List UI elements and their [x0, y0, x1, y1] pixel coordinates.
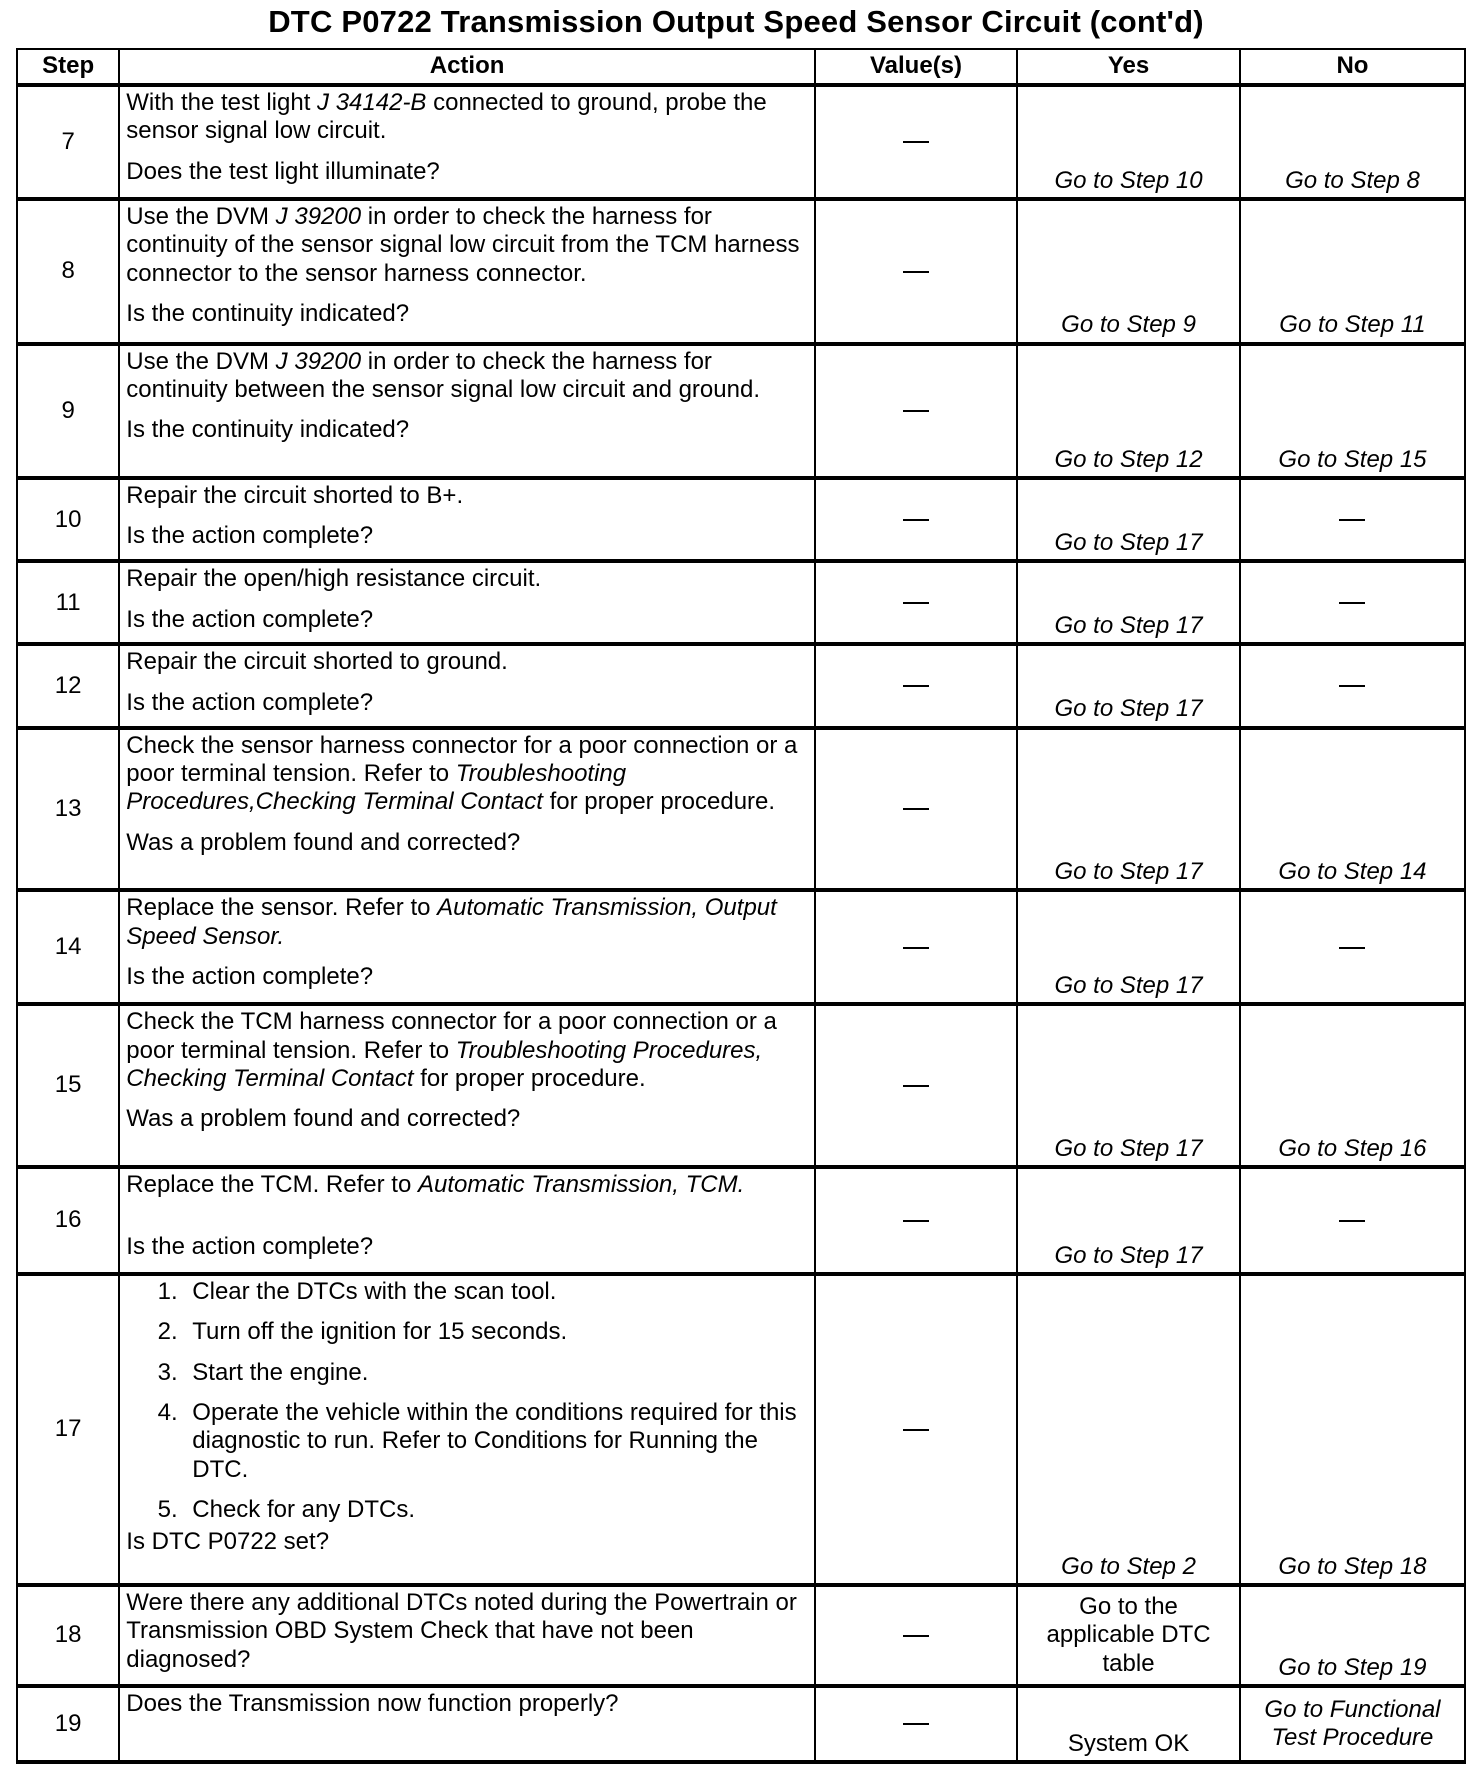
tool-reference: J 39200 [275, 347, 362, 375]
yes-cell: Go to Step 17 [1017, 728, 1240, 891]
action-text: Repair the circuit shorted to B+. [126, 482, 464, 510]
action-text: Use the DVM [126, 347, 276, 375]
table-row [17, 1274, 1465, 1585]
action-question: Is the action complete? [126, 605, 374, 633]
table-row [17, 478, 1465, 561]
dash-mark [1339, 1220, 1365, 1222]
no-cell [1240, 644, 1465, 727]
dash-mark [903, 1635, 929, 1637]
action-cell [119, 1004, 815, 1167]
procedure-list [126, 1278, 808, 1524]
dash-mark [903, 685, 929, 687]
value-cell [815, 1167, 1017, 1274]
action-text: With the test light [126, 89, 318, 116]
procedure-step: 5. Check for any DTCs. [184, 1496, 808, 1524]
yes-cell: Go to Step 10 [1017, 85, 1240, 199]
no-cell [1240, 478, 1465, 561]
step-number: 18 [17, 1585, 119, 1686]
action-cell [119, 199, 815, 344]
dash-mark [1339, 685, 1365, 687]
action-text: Does the Transmission now function properly? [126, 1689, 619, 1717]
no-cell [1240, 1167, 1465, 1274]
dash-mark [903, 602, 929, 604]
no-cell: Go to Step 14 [1240, 728, 1465, 891]
dash-mark [1339, 947, 1365, 949]
dash-mark [1339, 602, 1365, 604]
dash-mark [903, 1429, 929, 1431]
step-number: 14 [17, 890, 119, 1004]
no-cell: Go to Step 16 [1240, 1004, 1465, 1167]
no-cell: Go to Step 11 [1240, 199, 1465, 344]
action-cell [119, 478, 815, 561]
step-number: 15 [17, 1004, 119, 1167]
step-number: 16 [17, 1167, 119, 1274]
action-question: Is the continuity indicated? [126, 299, 410, 327]
procedure-reference: Troubleshooting Procedures,Checking Terminal Contact [126, 759, 627, 816]
dash-mark [903, 141, 929, 143]
action-question: Is the continuity indicated? [126, 416, 410, 444]
dash-mark [903, 519, 929, 521]
action-cell [119, 1686, 815, 1762]
action-text: in order to check the harness for continuity of the sensor signal low circuit from the TCM harness connector to the sensor harness connector. [126, 202, 800, 287]
value-cell [815, 561, 1017, 644]
header-step: Step [17, 49, 119, 85]
dash-mark [903, 1085, 929, 1087]
action-question: Is the action complete? [126, 1233, 374, 1261]
yes-cell: Go to Step 2 [1017, 1274, 1240, 1585]
action-question: Is DTC P0722 set? [126, 1528, 330, 1556]
action-cell [119, 85, 815, 199]
step-number: 17 [17, 1274, 119, 1585]
procedure-reference: Functional Test Procedure [1271, 1695, 1441, 1751]
value-cell [815, 344, 1017, 479]
yes-cell: Go to Step 17 [1017, 478, 1240, 561]
page-title: DTC P0722 Transmission Output Speed Sensor Circuit (cont'd) [268, 4, 1204, 39]
dash-mark [1339, 519, 1365, 521]
header-yes: Yes [1017, 49, 1240, 85]
tool-reference: J 34142-B [317, 89, 427, 116]
action-text: in order to check the harness for continuity between the sensor signal low circuit and ground. [126, 347, 760, 403]
diagnostic-table [16, 48, 1466, 1764]
table-row [17, 85, 1465, 199]
value-cell [815, 1004, 1017, 1167]
table-row [17, 1585, 1465, 1686]
action-text: Repair the open/high resistance circuit. [126, 565, 542, 593]
yes-cell: System OK [1017, 1686, 1240, 1762]
procedure-step: 1. Clear the DTCs with the scan tool. [184, 1278, 808, 1306]
dash-mark [903, 808, 929, 810]
header-no: No [1240, 49, 1465, 85]
no-cell-text: Go to [1264, 1695, 1330, 1723]
procedure-reference: Troubleshooting Procedures, Checking Terminal Contact [126, 1036, 763, 1092]
no-cell: Go to Step 18 [1240, 1274, 1465, 1585]
value-cell [815, 644, 1017, 727]
action-text: Check the sensor harness connector for a poor connection or a poor terminal tension. Refer to [126, 731, 798, 787]
table-row [17, 1167, 1465, 1274]
yes-cell: Go to Step 17 [1017, 644, 1240, 727]
action-cell [119, 728, 815, 891]
table-row [17, 561, 1465, 644]
action-cell [119, 1274, 815, 1585]
action-text: Replace the TCM. Refer to [126, 1171, 418, 1199]
action-cell [119, 561, 815, 644]
table-row [17, 199, 1465, 344]
yes-cell: Go to Step 17 [1017, 561, 1240, 644]
action-text: for proper procedure. [542, 788, 776, 816]
step-number: 10 [17, 478, 119, 561]
step-number: 13 [17, 728, 119, 891]
yes-cell: Go to the applicable DTC table [1017, 1585, 1240, 1686]
action-question: Was a problem found and corrected? [126, 828, 521, 856]
step-number: 9 [17, 344, 119, 479]
yes-cell: Go to Step 17 [1017, 1004, 1240, 1167]
action-question: Was a problem found and corrected? [126, 1105, 521, 1133]
table-row [17, 1004, 1465, 1167]
action-text: Check the TCM harness connector for a poor connection or a poor terminal tension. Refer to [126, 1008, 777, 1064]
action-question: Is the action complete? [126, 688, 374, 716]
table-row [17, 728, 1465, 891]
action-text: connected to ground, probe the sensor signal low circuit. [126, 89, 767, 145]
action-text: Were there any additional DTCs noted during the Powertrain or Transmission OBD System Check that have not been diagnosed? [126, 1589, 797, 1673]
no-cell: Go to Step 19 [1240, 1585, 1465, 1686]
no-cell [1240, 561, 1465, 644]
action-cell [119, 344, 815, 479]
value-cell [815, 85, 1017, 199]
step-number: 8 [17, 199, 119, 344]
yes-cell: Go to Step 12 [1017, 344, 1240, 479]
action-text: Replace the sensor. Refer to [126, 894, 438, 922]
action-cell [119, 1585, 815, 1686]
no-cell [1240, 1686, 1465, 1762]
procedure-reference: Automatic Transmission, Output Speed Sensor. [126, 894, 777, 950]
action-cell [119, 1167, 815, 1274]
dash-mark [903, 410, 929, 412]
table-row [17, 644, 1465, 727]
table-row [17, 1686, 1465, 1762]
action-cell [119, 644, 815, 727]
procedure-step: 3. Start the engine. [184, 1359, 808, 1387]
action-question: Does the test light illuminate? [126, 157, 440, 185]
value-cell [815, 890, 1017, 1004]
header-values: Value(s) [815, 49, 1017, 85]
yes-cell: Go to Step 17 [1017, 1167, 1240, 1274]
no-cell: Go to Step 8 [1240, 85, 1465, 199]
yes-cell: Go to Step 17 [1017, 890, 1240, 1004]
value-cell [815, 478, 1017, 561]
yes-cell: Go to Step 9 [1017, 199, 1240, 344]
step-number: 19 [17, 1686, 119, 1762]
dash-mark [903, 1723, 929, 1725]
header-action: Action [119, 49, 815, 85]
action-text: Use the DVM [126, 202, 276, 230]
no-cell: Go to Step 15 [1240, 344, 1465, 479]
dash-mark [903, 271, 929, 273]
action-text: Repair the circuit shorted to ground. [126, 648, 508, 676]
step-number: 7 [17, 85, 119, 199]
value-cell [815, 1686, 1017, 1762]
action-question: Is the action complete? [126, 962, 374, 990]
value-cell [815, 1585, 1017, 1686]
value-cell [815, 1274, 1017, 1585]
action-cell [119, 890, 815, 1004]
step-number: 11 [17, 561, 119, 644]
dash-mark [903, 947, 929, 949]
value-cell [815, 728, 1017, 891]
table-row [17, 890, 1465, 1004]
action-text: for proper procedure. [413, 1064, 646, 1092]
table-header-row [17, 49, 1465, 85]
no-cell [1240, 890, 1465, 1004]
procedure-step: 4. Operate the vehicle within the conditions required for this diagnostic to run. Refer to Conditions for Running the DTC. [184, 1399, 808, 1484]
procedure-reference: Automatic Transmission, TCM. [417, 1171, 745, 1199]
procedure-step: 2. Turn off the ignition for 15 seconds. [184, 1318, 808, 1346]
step-number: 12 [17, 644, 119, 727]
value-cell [815, 199, 1017, 344]
action-question: Is the action complete? [126, 522, 374, 550]
tool-reference: J 39200 [275, 202, 362, 230]
dash-mark [903, 1220, 929, 1222]
table-row [17, 344, 1465, 479]
